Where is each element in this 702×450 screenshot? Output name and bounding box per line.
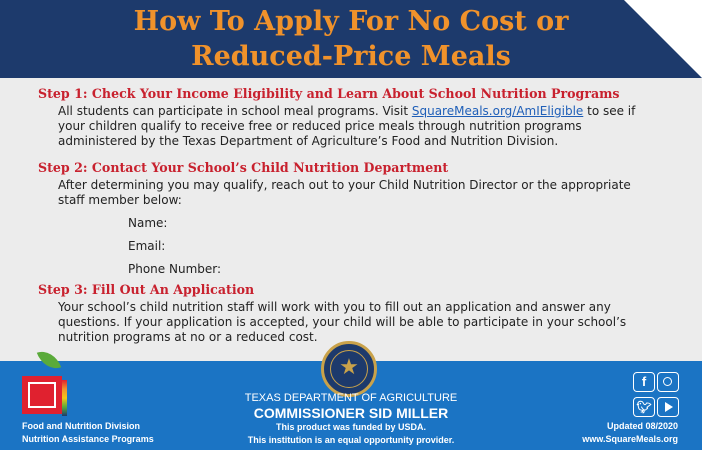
footer-commissioner: COMMISSIONER SID MILLER <box>253 405 449 421</box>
contact-email-label: Email: <box>128 239 166 253</box>
step-3-heading: Step 3: Fill Out An Application <box>38 282 255 297</box>
contact-name-label: Name: <box>128 216 168 230</box>
title-line-1: How To Apply For No Cost or <box>133 6 569 37</box>
step-1-text-after: to see if your children qualify to receive free or reduced price meals through nutrition programs administered by the Texas Department of Agriculture’s Food and Nutrition Division. <box>58 104 636 148</box>
contact-phone-label: Phone Number: <box>128 262 222 276</box>
step-3-text: Your school’s child nutrition staff will work with you to fill out an application and answer any questions. If your application is accepted, your child will be able to participate in your school’s nutrition programs at no or a reduced cost. <box>58 300 627 344</box>
page-title <box>0 4 702 74</box>
instagram-icon[interactable] <box>657 372 679 392</box>
logo-color-strip <box>62 380 67 416</box>
step-1-heading: Step 1: Check Your Income Eligibility and Learn About School Nutrition Programs <box>38 86 620 101</box>
twitter-icon[interactable]: 🐦︎ <box>633 397 655 417</box>
step-2-heading: Step 2: Contact Your School’s Child Nutrition Department <box>38 160 449 175</box>
footer-division: Food and Nutrition Division <box>22 421 140 431</box>
step-2-text: After determining you may qualify, reach out to your Child Nutrition Director or the appropriate staff member below: <box>58 178 631 207</box>
footer-updated: Updated 08/2020 <box>606 421 678 431</box>
footer-funded-note: This product was funded by USDA. <box>275 422 426 432</box>
footer-programs: Nutrition Assistance Programs <box>22 434 154 444</box>
title-line-2: Reduced-Price Meals <box>191 41 511 72</box>
step-1-text-before: All students can participate in school meal programs. Visit <box>58 104 412 118</box>
footer-agency: TEXAS DEPARTMENT OF AGRICULTURE <box>244 392 458 404</box>
footer-website[interactable]: www.SquareMeals.org <box>582 434 678 444</box>
step-1-text <box>58 104 658 149</box>
texas-agriculture-seal-icon: ★ <box>321 341 377 397</box>
facebook-icon[interactable]: f <box>633 372 655 392</box>
footer-equal-opportunity: This institution is an equal opportunity provider. <box>247 435 455 445</box>
youtube-icon[interactable] <box>657 397 679 417</box>
eligibility-link[interactable]: SquareMeals.org/AmIEligible <box>411 104 584 118</box>
square-meals-logo-icon <box>22 376 62 414</box>
